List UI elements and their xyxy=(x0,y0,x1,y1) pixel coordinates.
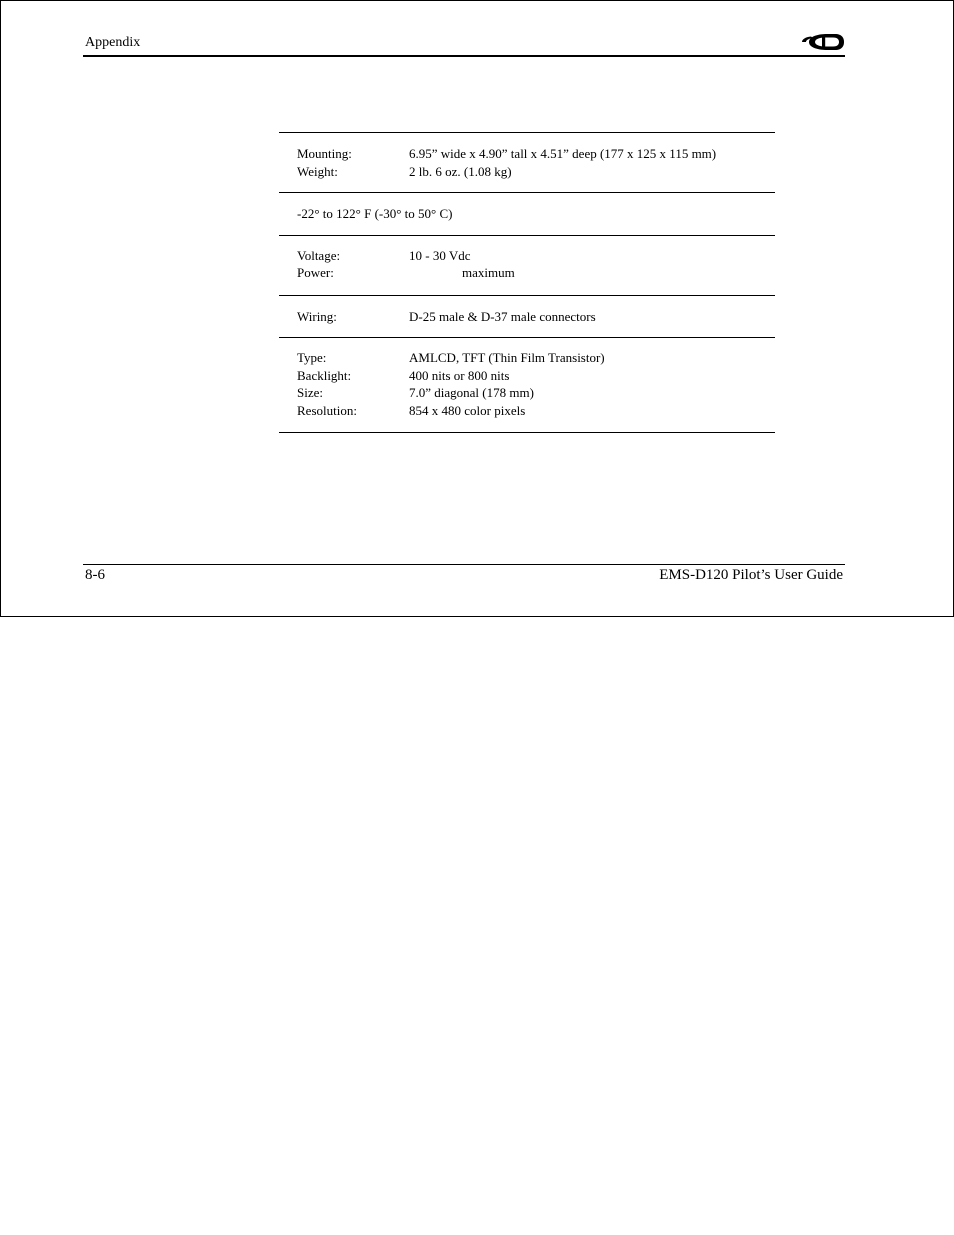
dynon-logo-icon xyxy=(801,33,845,51)
connections-section xyxy=(279,295,775,338)
weight-value: 2 lb. 6 oz. (1.08 kg) xyxy=(409,163,512,179)
weight-row xyxy=(297,163,757,181)
resolution-row xyxy=(297,402,757,420)
header-title: Appendix xyxy=(85,35,141,50)
physical-section xyxy=(279,132,775,192)
weight-label: Weight: xyxy=(297,163,338,179)
size-row xyxy=(297,384,757,402)
type-label: Type: xyxy=(297,350,327,365)
type-value: AMLCD, TFT (Thin Film Transistor) xyxy=(409,350,605,365)
mounting-value: 6.95” wide x 4.90” tall x 4.51” deep (177 x 125 x 115 mm) xyxy=(409,146,717,161)
size-value: 7.0” diagonal (178 mm) xyxy=(409,385,534,400)
backlight-label: Backlight: xyxy=(297,367,352,383)
backlight-value: 400 nits or 800 nits xyxy=(409,367,510,383)
temperature-row xyxy=(297,205,757,223)
wiring-value: D-25 male & D-37 male connectors xyxy=(409,308,596,324)
voltage-row xyxy=(297,247,757,265)
resolution-value: 854 x 480 color pixels xyxy=(409,402,526,418)
mounting-row xyxy=(297,145,757,163)
temperature-value: -22° to 122° F (-30° to 50° C) xyxy=(297,206,453,221)
power-row xyxy=(297,264,757,282)
page-frame xyxy=(0,0,954,617)
page-number: 8-6 xyxy=(85,567,105,583)
power-label: Power: xyxy=(297,265,334,280)
size-label: Size: xyxy=(297,385,323,400)
environmental-section xyxy=(279,192,775,235)
mounting-label: Mounting: xyxy=(297,146,352,161)
guide-title: EMS-D120 Pilot’s User Guide xyxy=(659,567,843,583)
display-section xyxy=(279,337,775,433)
voltage-label: Voltage: xyxy=(297,247,341,263)
voltage-value: 10 - 30 Vdc xyxy=(409,247,471,263)
page-header xyxy=(83,31,845,57)
electrical-section xyxy=(279,235,775,295)
specifications-table xyxy=(279,132,775,433)
backlight-row xyxy=(297,367,757,385)
page-footer xyxy=(83,564,845,589)
resolution-label: Resolution: xyxy=(297,402,357,418)
type-row xyxy=(297,349,757,367)
wiring-label: Wiring: xyxy=(297,308,337,324)
wiring-row xyxy=(297,308,757,326)
power-value: maximum xyxy=(462,265,515,280)
